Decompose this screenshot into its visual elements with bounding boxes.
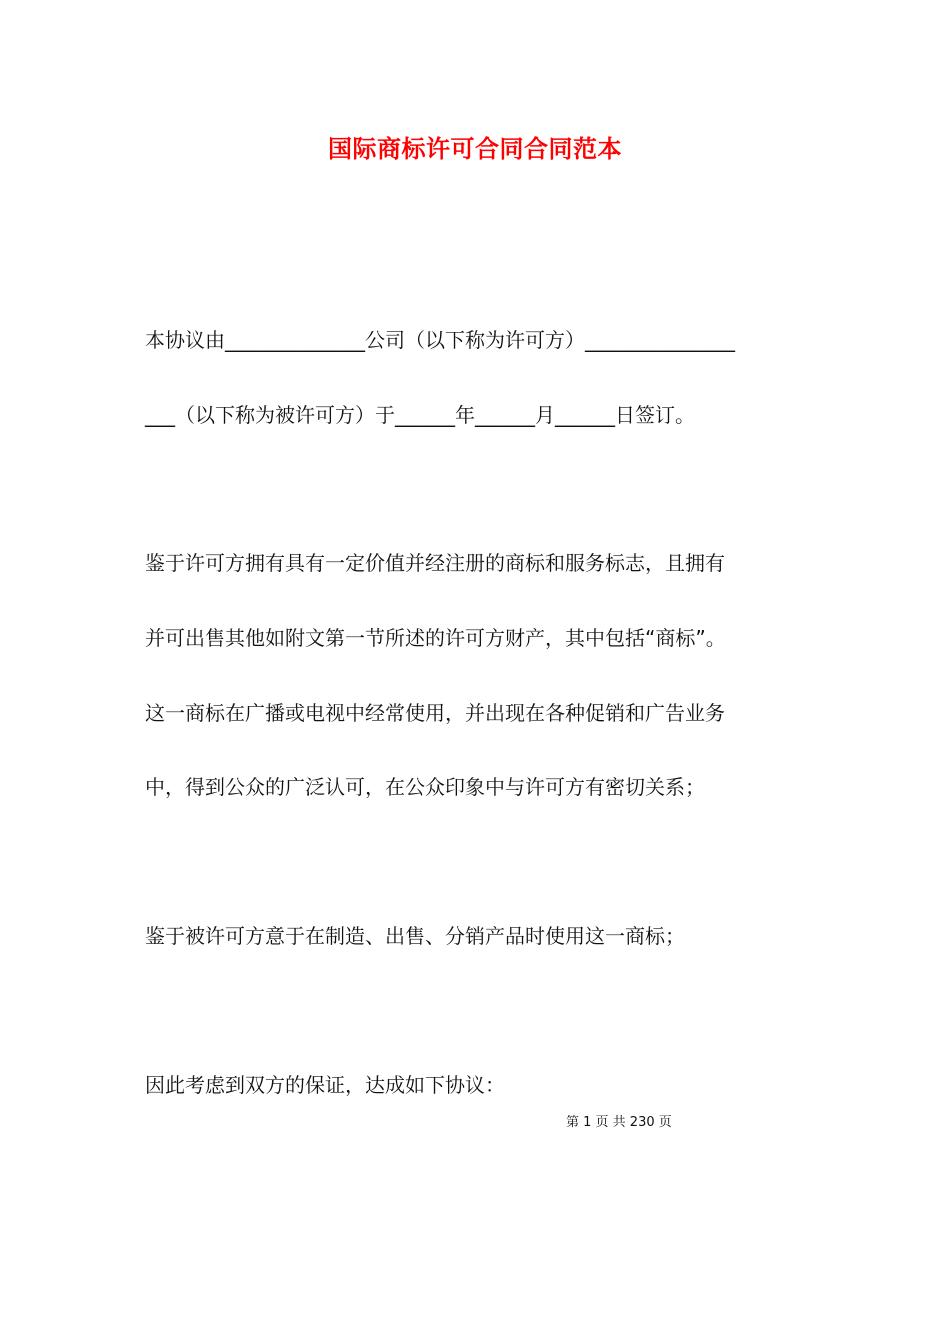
paragraph-1-line-2: ___（以下称为被许可方）于______年______月______日签订。: [145, 403, 695, 427]
paragraph-3-line-1: 鉴于被许可方意于在制造、出售、分销产品时使用这一商标；: [145, 924, 685, 948]
paragraph-2-line-4: 中，得到公众的广泛认可，在公众印象中与许可方有密切关系；: [145, 775, 705, 799]
paragraph-1-line-1: 本协议由______________公司（以下称为许可方）_______________: [145, 328, 735, 352]
paragraph-2-line-1: 鉴于许可方拥有具有一定价值并经注册的商标和服务标志，且拥有: [145, 551, 725, 575]
document-title: 国际商标许可合同合同范本: [328, 135, 622, 163]
paragraph-2-line-2: 并可出售其他如附文第一节所述的许可方财产，其中包括“商标”。: [145, 626, 726, 650]
paragraph-4-line-1: 因此考虑到双方的保证，达成如下协议：: [145, 1073, 505, 1097]
paragraph-2-line-3: 这一商标在广播或电视中经常使用，并出现在各种促销和广告业务: [145, 701, 725, 725]
page-footer: 第 1 页 共 230 页: [566, 1115, 672, 1130]
